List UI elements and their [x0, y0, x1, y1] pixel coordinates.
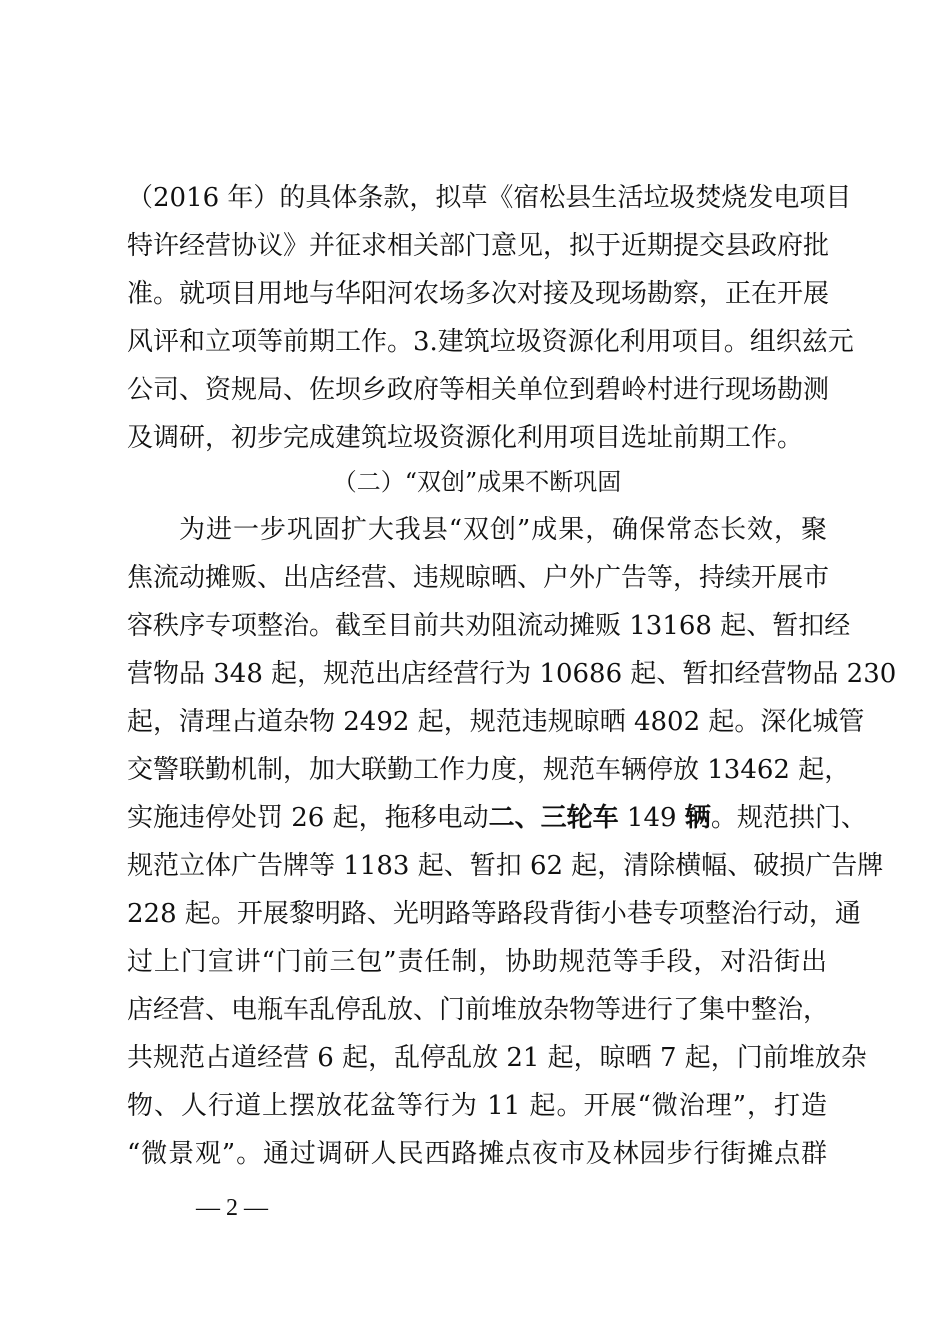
paragraph-line: 风评和立项等前期工作。3.建筑垃圾资源化利用项目。组织兹元	[127, 327, 854, 357]
line-text: 。规范拱门、	[710, 803, 867, 833]
line-text: 149	[618, 803, 685, 833]
paragraph-line: 交警联勤机制，加大联勤工作力度，规范车辆停放 13462 起，	[127, 755, 851, 785]
paragraph-line: 共规范占道经营 6 起，乱停乱放 21 起，晾晒 7 起，门前堆放杂	[127, 1043, 867, 1073]
paragraph-line: “微景观”。通过调研人民西路摊点夜市及林园步行街摊点群	[127, 1139, 827, 1169]
paragraph-line: 规范立体广告牌等 1183 起、暂扣 62 起，清除横幅、破损广告牌	[127, 851, 884, 881]
paragraph-2	[127, 506, 897, 1178]
paragraph-1	[127, 174, 854, 462]
section-heading: （二）“双创”成果不断巩固	[332, 468, 622, 496]
paragraph-line: 公司、资规局、佐坝乡政府等相关单位到碧岭村进行现场勘测	[127, 375, 830, 405]
paragraph-line: 焦流动摊贩、出店经营、违规晾晒、户外广告等，持续开展市	[127, 563, 830, 593]
paragraph-line-mixed	[127, 794, 867, 842]
paragraph-line: 容秩序专项整治。截至目前共劝阻流动摊贩 13168 起、暂扣经	[127, 611, 851, 641]
paragraph-line: 准。就项目用地与华阳河农场多次对接及现场勘察，正在开展	[127, 279, 830, 309]
paragraph-line: 及调研，初步完成建筑垃圾资源化利用项目选址前期工作。	[127, 423, 804, 453]
paragraph-line: 特许经营协议》并征求相关部门意见，拟于近期提交县政府批	[127, 231, 830, 261]
bold-text: 辆	[684, 803, 711, 833]
paragraph-line: 店经营、电瓶车乱停乱放、门前堆放杂物等进行了集中整治，	[127, 995, 830, 1025]
paragraph-line: 物、人行道上摆放花盆等行为 11 起。开展“微治理”，打造	[127, 1091, 827, 1121]
paragraph-line: 为进一步巩固扩大我县“双创”成果，确保常态长效，聚	[179, 515, 827, 545]
paragraph-line: 营物品 348 起，规范出店经营行为 10686 起、暂扣经营物品 230	[127, 659, 897, 689]
line-text: 实施违停处罚 26 起，拖移电动	[127, 803, 489, 833]
paragraph-line: 过上门宣讲“门前三包”责任制，协助规范等手段，对沿街出	[127, 947, 827, 977]
bold-text: 二、三轮车	[488, 803, 619, 833]
paragraph-line: （2016 年）的具体条款，拟草《宿松县生活垃圾焚烧发电项目	[127, 183, 852, 213]
paragraph-line: 228 起。开展黎明路、光明路等路段背街小巷专项整治行动，通	[127, 899, 861, 929]
paragraph-line: 起，清理占道杂物 2492 起，规范违规晾晒 4802 起。深化城管	[127, 707, 865, 737]
page-number: — 2 —	[196, 1195, 268, 1221]
